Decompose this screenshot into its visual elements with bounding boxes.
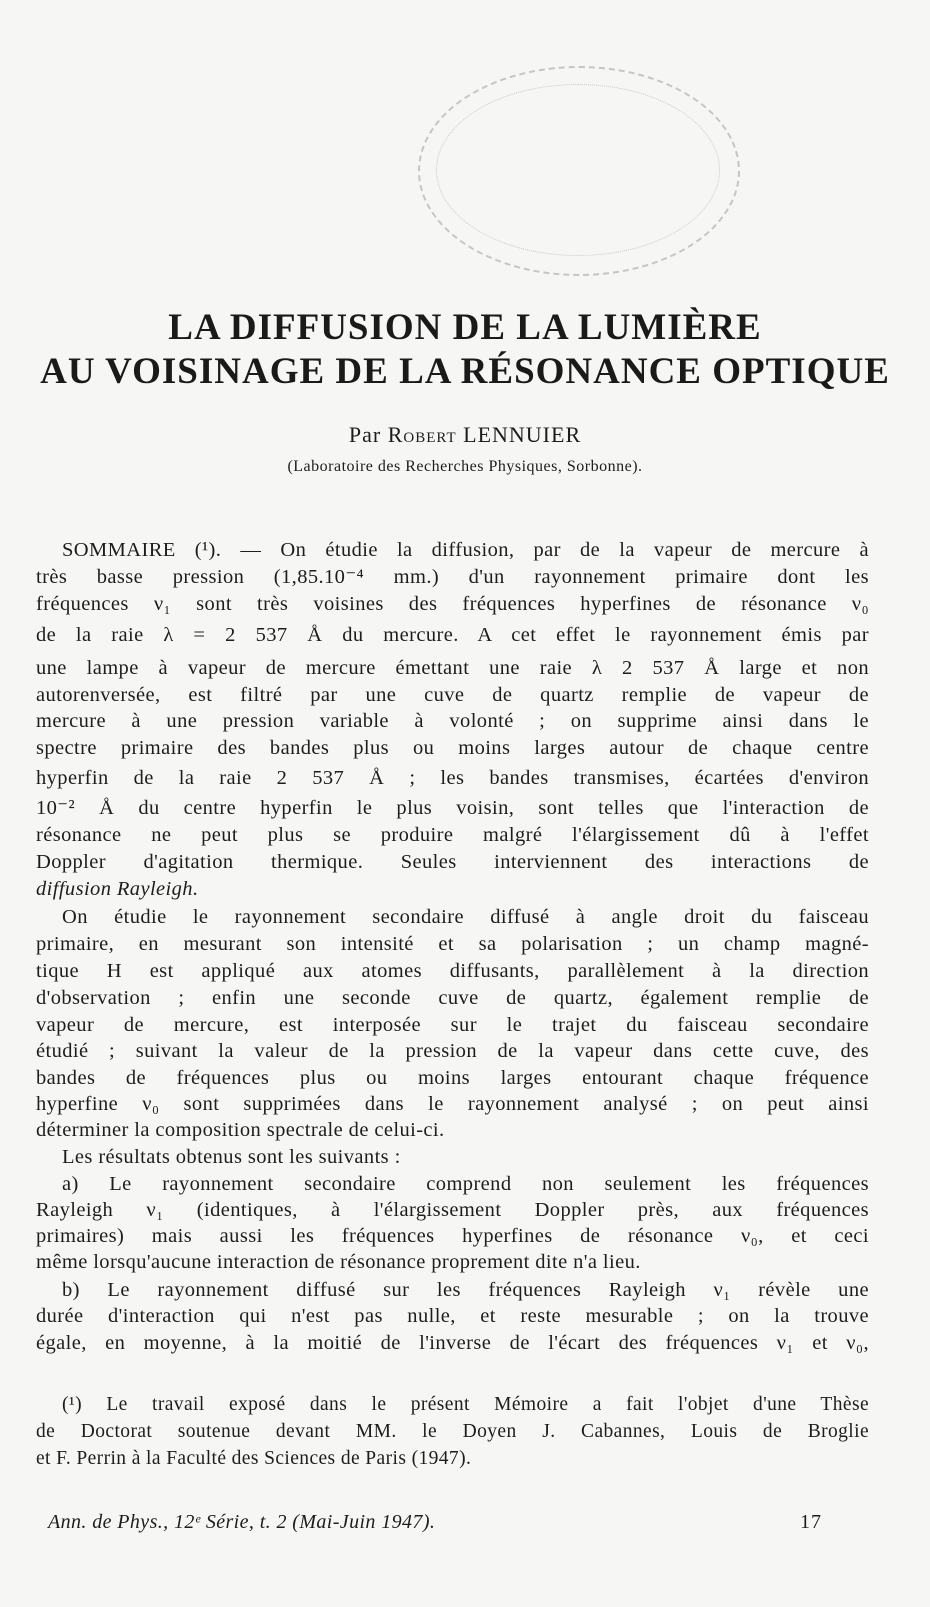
abstract-line [36, 876, 869, 902]
footnote-line: et F. Perrin à la Faculté des Sciences de Paris (1947). [36, 1448, 472, 1469]
abstract-line: 10⁻² Å du centre hyperfin le plus voisin, sont telles que l'interaction de [36, 797, 869, 819]
abstract-line: hyperfin de la raie 2 537 Å ; les bandes transmises, écartées d'environ [36, 767, 869, 789]
author-last-name: LENNUIER [456, 422, 582, 447]
abstract-line: bandes de fréquences plus ou moins larges entourant chaque fréquence [36, 1067, 869, 1089]
author-prefix: Par [348, 422, 388, 447]
abstract-line: vapeur de mercure, est interposée sur le trajet du faisceau secondaire [36, 1014, 869, 1036]
paper-title-line-1: LA DIFFUSION DE LA LUMIÈRE [168, 307, 762, 348]
abstract-line: Les résultats obtenus sont les suivants : [62, 1146, 401, 1168]
abstract-line: de la raie λ = 2 537 Å du mercure. A cet effet le rayonnement émis par [36, 624, 869, 646]
abstract-line: hyperfine ν₀ sont supprimées dans le rayonnement analysé ; on peut ainsi [36, 1093, 869, 1115]
library-stamp-inner-ring [436, 84, 720, 256]
abstract-line: résonance ne peut plus se produire malgré l'élargissement dû à l'effet [36, 824, 869, 846]
author-affiliation: (Laboratoire des Recherches Physiques, Sorbonne). [287, 458, 643, 475]
running-footer: Ann. de Phys., 12ᵉ Série, t. 2 (Mai-Juin 1947). [48, 1511, 436, 1533]
abstract-line: tique H est appliqué aux atomes diffusants, parallèlement à la direction [36, 960, 869, 982]
abstract-line: spectre primaire des bandes plus ou moins larges autour de chaque centre [36, 737, 869, 759]
abstract-line: primaires) mais aussi les fréquences hyperfines de résonance ν₀, et ceci [36, 1225, 869, 1247]
abstract-line-text: diffusion Rayleigh. [36, 878, 199, 900]
abstract-line: égale, en moyenne, à la moitié de l'inverse de l'écart des fréquences ν₁ et ν₀, [36, 1332, 869, 1354]
abstract-line: a) Le rayonnement secondaire comprend non seulement les fréquences [62, 1173, 869, 1195]
abstract-line: très basse pression (1,85.10⁻⁴ mm.) d'un rayonnement primaire dont les [36, 566, 869, 588]
abstract-line: déterminer la composition spectrale de celui-ci. [36, 1119, 445, 1141]
abstract-line: durée d'interaction qui n'est pas nulle, et reste mesurable ; on la trouve [36, 1305, 869, 1327]
author-line [0, 422, 930, 448]
abstract-line: Rayleigh ν₁ (identiques, à l'élargissement Doppler près, aux fréquences [36, 1199, 869, 1221]
abstract-line: une lampe à vapeur de mercure émettant une raie λ 2 537 Å large et non [36, 657, 869, 679]
abstract-line: b) Le rayonnement diffusé sur les fréquences Rayleigh ν₁ révèle une [62, 1279, 869, 1301]
abstract-line: autorenversée, est filtré par une cuve de quartz remplie de vapeur de [36, 684, 869, 706]
paper-title-line-2: AU VOISINAGE DE LA RÉSONANCE OPTIQUE [40, 351, 890, 392]
abstract-line: On étudie le rayonnement secondaire diffusé à angle droit du faisceau [62, 906, 869, 928]
abstract-line: d'observation ; enfin une seconde cuve de quartz, également remplie de [36, 987, 869, 1009]
abstract-line: étudié ; suivant la valeur de la pression de la vapeur dans cette cuve, des [36, 1040, 869, 1062]
footnote-line: de Doctorat soutenue devant MM. le Doyen J. Cabannes, Louis de Broglie [36, 1421, 869, 1442]
abstract-line: Doppler d'agitation thermique. Seules interviennent des interactions de [36, 851, 869, 873]
abstract-line: même lorsqu'aucune interaction de résonance proprement dite n'a lieu. [36, 1251, 641, 1273]
abstract-line: primaire, en mesurant son intensité et sa polarisation ; un champ magné- [36, 933, 869, 955]
page-number: 17 [800, 1511, 822, 1533]
author-first-name: Robert [387, 422, 457, 447]
footnote-line: (¹) Le travail exposé dans le présent Mémoire a fait l'objet d'une Thèse [62, 1394, 869, 1415]
abstract-line: SOMMAIRE (¹). — On étudie la diffusion, par de la vapeur de mercure à [62, 539, 869, 561]
abstract-line: fréquences ν₁ sont très voisines des fréquences hyperfines de résonance ν₀ [36, 593, 869, 615]
abstract-line: mercure à une pression variable à volonté ; on supprime ainsi dans le [36, 710, 869, 732]
